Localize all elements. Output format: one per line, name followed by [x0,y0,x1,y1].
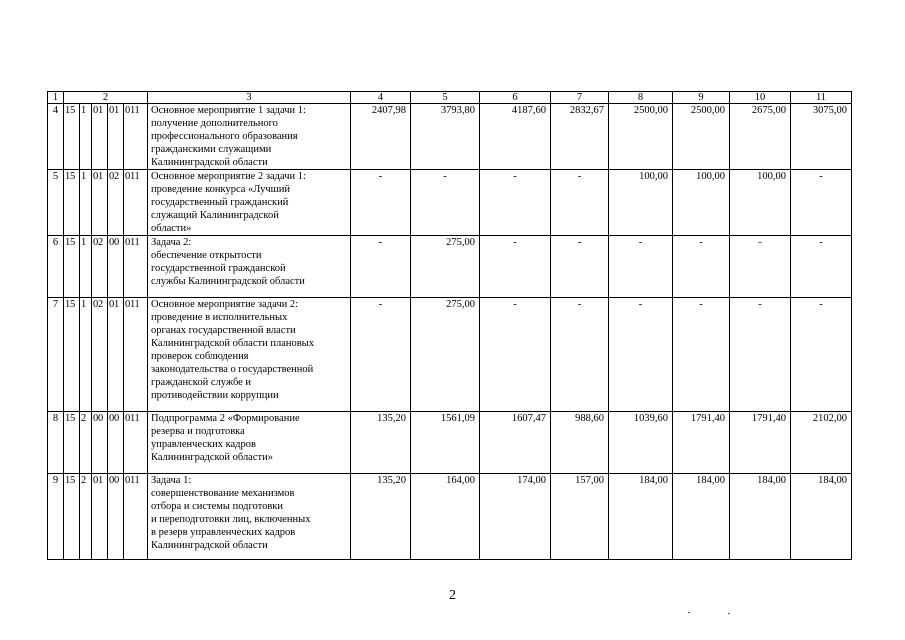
value-cell: - [480,236,551,298]
classification-code: 011 [124,474,148,560]
classification-code: 01 [108,298,124,412]
value-cell: 1791,40 [673,412,730,474]
table-row [48,104,852,170]
col-header-2: 2 [64,92,148,104]
classification-code: 1 [80,236,92,298]
value-cell: - [730,236,791,298]
value-cell: 2500,00 [673,104,730,170]
classification-code: 011 [124,412,148,474]
scan-speck [728,613,730,614]
table-row [48,170,852,236]
classification-code: 02 [92,298,108,412]
value-cell: 2675,00 [730,104,791,170]
value-cell: 275,00 [411,298,480,412]
classification-code: 15 [64,474,80,560]
classification-code: 15 [64,298,80,412]
row-description: Основное мероприятие 2 задачи 1: проведение конкурса «Лучший государственный гражданский служащий Калининградской области» [148,170,351,236]
classification-code: 15 [64,170,80,236]
value-cell: 1039,60 [609,412,673,474]
classification-code: 01 [92,104,108,170]
classification-code: 00 [108,412,124,474]
table-row [48,298,852,412]
value-cell: 184,00 [673,474,730,560]
col-header-10: 10 [730,92,791,104]
row-number: 7 [48,298,64,412]
row-number: 5 [48,170,64,236]
value-cell: - [480,170,551,236]
value-cell: - [609,298,673,412]
value-cell: 100,00 [673,170,730,236]
value-cell: - [551,236,609,298]
classification-code: 01 [108,104,124,170]
row-description: Подпрограмма 2 «Формирование резерва и подготовка управленческих кадров Калининградской области» [148,412,351,474]
classification-code: 011 [124,298,148,412]
classification-code: 15 [64,236,80,298]
value-cell: 1607,47 [480,412,551,474]
value-cell: 100,00 [730,170,791,236]
value-cell: 2407,98 [351,104,411,170]
value-cell: - [609,236,673,298]
value-cell: - [730,298,791,412]
col-header-5: 5 [411,92,480,104]
value-cell: 157,00 [551,474,609,560]
value-cell: - [791,236,852,298]
value-cell: 100,00 [609,170,673,236]
classification-code: 00 [92,412,108,474]
row-number: 6 [48,236,64,298]
col-header-8: 8 [609,92,673,104]
row-description: Задача 1: совершенствование механизмов отбора и системы подготовки и переподготовки лиц, включенных в резерв управленческих кадров Калининградской области [148,474,351,560]
classification-code: 011 [124,236,148,298]
value-cell: 184,00 [609,474,673,560]
classification-code: 1 [80,170,92,236]
value-cell: 174,00 [480,474,551,560]
value-cell: - [351,236,411,298]
classification-code: 1 [80,104,92,170]
header-row [48,92,852,104]
classification-code: 01 [92,170,108,236]
col-header-11: 11 [791,92,852,104]
classification-code: 1 [80,298,92,412]
value-cell: 184,00 [791,474,852,560]
value-cell: - [673,298,730,412]
value-cell: 3075,00 [791,104,852,170]
classification-code: 2 [80,412,92,474]
col-header-7: 7 [551,92,609,104]
row-number: 4 [48,104,64,170]
value-cell: 3793,80 [411,104,480,170]
page-number: 2 [449,588,456,603]
value-cell: - [351,298,411,412]
table-body [48,104,852,560]
value-cell: 1561,09 [411,412,480,474]
classification-code: 15 [64,104,80,170]
scan-speck [688,612,690,613]
classification-code: 2 [80,474,92,560]
value-cell: 1791,40 [730,412,791,474]
row-description: Основное мероприятие 1 задачи 1: получение дополнительного профессионального образования гражданскими служащими Калининградской области [148,104,351,170]
col-header-9: 9 [673,92,730,104]
value-cell: 4187,60 [480,104,551,170]
value-cell: 135,20 [351,412,411,474]
col-header-3: 3 [148,92,351,104]
classification-code: 01 [92,474,108,560]
value-cell: 184,00 [730,474,791,560]
value-cell: - [673,236,730,298]
value-cell: - [551,170,609,236]
classification-code: 00 [108,236,124,298]
row-number: 8 [48,412,64,474]
row-description: Основное мероприятие задачи 2: проведение в исполнительных органах государственной власти Калининградской области плановых проверок соблюдения законодательства о государственной гражданской службе и противодействии коррупции [148,298,351,412]
value-cell: 135,20 [351,474,411,560]
table-row [48,474,852,560]
col-header-4: 4 [351,92,411,104]
value-cell: 2102,00 [791,412,852,474]
classification-code: 02 [108,170,124,236]
value-cell: - [551,298,609,412]
col-header-1: 1 [48,92,64,104]
value-cell: 2500,00 [609,104,673,170]
value-cell: 275,00 [411,236,480,298]
value-cell: - [791,170,852,236]
row-number: 9 [48,474,64,560]
classification-code: 011 [124,170,148,236]
classification-code: 02 [92,236,108,298]
table-row [48,412,852,474]
program-funding-table [47,91,852,560]
value-cell: - [351,170,411,236]
value-cell: - [411,170,480,236]
value-cell: 164,00 [411,474,480,560]
table-row [48,236,852,298]
col-header-6: 6 [480,92,551,104]
classification-code: 15 [64,412,80,474]
value-cell: - [480,298,551,412]
classification-code: 00 [108,474,124,560]
value-cell: 2832,67 [551,104,609,170]
classification-code: 011 [124,104,148,170]
value-cell: 988,60 [551,412,609,474]
value-cell: - [791,298,852,412]
row-description: Задача 2: обеспечение открытости государственной гражданской службы Калининградской области [148,236,351,298]
